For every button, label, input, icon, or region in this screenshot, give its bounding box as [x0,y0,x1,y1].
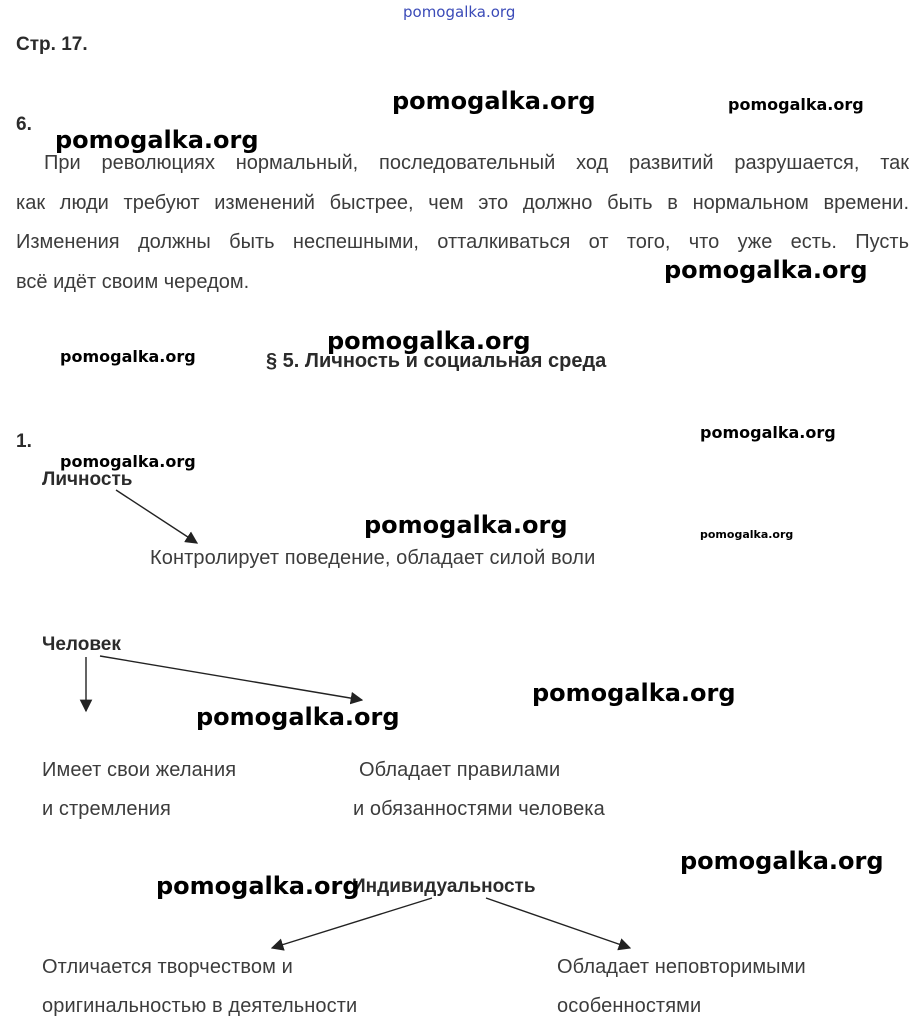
watermark: pomogalka.org [327,327,531,355]
watermark: pomogalka.org [664,256,868,284]
arrow-lichnost [116,490,197,543]
task1-number: 1. [16,431,32,452]
arrow-individ-right [486,898,630,948]
watermark: pomogalka.org [60,452,196,471]
individ-right-line-2: особенностями [557,995,702,1017]
watermark: pomogalka.org [700,528,794,541]
chelovek-right-line-1: Обладает правилами [359,759,561,781]
chelovek-left-line-2: и стремления [42,798,171,820]
task6-number: 6. [16,114,32,135]
arrow-chelovek-right [100,656,362,700]
individ-label: Индивидуальность [352,876,536,897]
watermark: pomogalka.org [156,872,360,900]
individ-left-line-2: оригинальностью в деятельности [42,995,358,1017]
task6-line: как люди требуют изменений быстрее, чем это должно быть в нормальном времени. [16,191,909,214]
chelovek-left-line-1: Имеет свои желания [42,759,237,781]
task6-line: При революциях нормальный, последовательный ход развитий разрушается, так [44,152,909,174]
watermark: pomogalka.org [532,679,736,707]
watermark: pomogalka.org [680,847,884,875]
lichnost-label: Личность [42,469,133,490]
task6-line: Изменения должны быть неспешными, отталкиваться от того, что уже есть. Пусть [16,231,909,253]
lichnost-description: Контролирует поведение, обладает силой воли [150,547,596,569]
section-title: § 5. Личность и социальная среда [266,350,607,372]
page-header: Стр. 17. [16,34,88,55]
watermark: pomogalka.org [700,423,836,442]
watermark: pomogalka.org [392,87,596,115]
watermark: pomogalka.org [364,511,568,539]
watermark: pomogalka.org [728,95,864,114]
individ-right-line-1: Обладает неповторимыми [557,956,806,978]
chelovek-right-line-2: и обязанностями человека [353,798,605,820]
watermark: pomogalka.org [60,347,196,366]
watermark: pomogalka.org [55,126,259,154]
arrow-individ-left [272,898,432,948]
watermark: pomogalka.org [196,703,400,731]
chelovek-label: Человек [42,634,121,655]
individ-left-line-1: Отличается творчеством и [42,956,293,978]
task6-line: всё идёт своим чередом. [16,270,250,293]
site-link[interactable]: pomogalka.org [403,3,516,21]
